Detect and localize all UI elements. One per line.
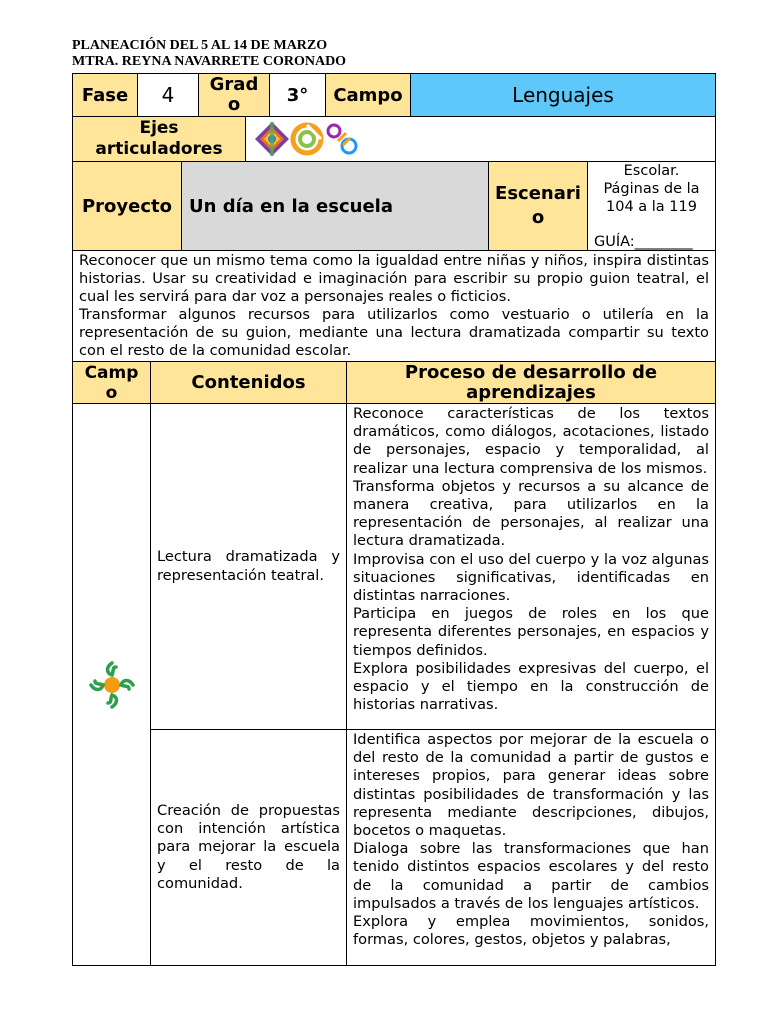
fase-value-cell	[137, 73, 199, 117]
proceso-cell-1	[346, 403, 716, 730]
proceso-text-2: Identifica aspectos por mejorar de la escuela o del resto de la comunidad a partir de gustos e intereses propios, para generar ideas sobre distintas posibilidades de transformación y las representa mediante descripciones, dibujos, bocetos o maquetas. Dialoga sobre las transformaciones que han tenido distintos espacios escolares y del resto de la comunidad a partir de cambios impulsados a través de los lenguajes artísticos. Explora y emplea movimientos, sonidos, formas, colores, gestos, objetos y palabras,	[353, 731, 709, 949]
links-ejes-icon	[324, 121, 360, 157]
objetivo-text: Reconocer que un mismo tema como la igualdad entre niñas y niños, inspira distintas historias. Usar su creatividad e imaginación para escribir su propio guion teatral, el cual les servirá para dar voz a personajes reales o ficticios. Transformar algunos recursos para utilizarlos como vestuario o utilería en la representación de su guion, mediante una lectura dramatizada compartir su texto con el resto de la comunidad escolar.	[79, 252, 709, 360]
campo-label-cell	[325, 73, 411, 117]
diamond-ejes-icon	[254, 121, 290, 157]
col-header-contenidos	[150, 361, 347, 404]
contenido-cell-1	[150, 403, 347, 730]
proyecto-value-cell	[181, 161, 489, 251]
campo-value-cell	[410, 73, 716, 117]
col-campo-label: Camp o	[84, 362, 139, 403]
campo-label: Campo	[333, 84, 403, 106]
col-header-campo	[72, 361, 151, 404]
escenario-label: Escenari o	[495, 183, 581, 228]
teacher-name: MTRA. REYNA NAVARRETE CORONADO	[72, 54, 347, 69]
col-header-proceso	[346, 361, 716, 404]
ejes-label-cell	[72, 116, 246, 162]
grado-value-cell	[269, 73, 326, 117]
col-proceso-label: Proceso de desarrollo de aprendizajes	[404, 361, 658, 403]
proyecto-label: Proyecto	[81, 195, 173, 217]
guia-label: GUÍA:________	[594, 234, 693, 250]
contenido-text-2: Creación de propuestas con intención artística para mejorar la escuela y el resto de la comunidad.	[157, 801, 340, 892]
escenario-label-cell	[488, 161, 588, 251]
col-contenidos-label: Contenidos	[191, 372, 306, 393]
proyecto-value: Un día en la escuela	[189, 195, 393, 217]
escenario-value-cell	[587, 161, 716, 251]
grado-label-cell	[198, 73, 270, 117]
fase-label: Fase	[81, 84, 129, 106]
campo-value: Lenguajes	[512, 83, 614, 107]
proceso-cell-2	[346, 729, 716, 966]
document-title: PLANEACIÓN DEL 5 AL 14 DE MARZO	[72, 38, 328, 53]
proyecto-label-cell	[72, 161, 182, 251]
escenario-value: Escolar. Páginas de la 104 a la 119	[603, 163, 700, 215]
proceso-text-1: Reconoce características de los textos dramáticos, como diálogos, acotaciones, listado de personajes, espacio y temporalidad, al realizar una lectura comprensiva de los mismos. Transforma objetos y recursos a su alcance de manera creativa, para utilizarlos en la representación de personajes, al realizar una lectura dramatizada. Improvisa con el uso del cuerpo y la voz algunas situaciones significativas, identificadas en distintas narraciones. Participa en juegos de roles en los que representa diferentes personajes, en espacios y tiempos definidos. Explora posibilidades expresivas del cuerpo, el espacio y el tiempo en la construcción de historias narrativas.	[353, 405, 709, 714]
fase-label-cell	[72, 73, 138, 117]
contenido-cell-2	[150, 729, 347, 966]
circle-ejes-icon	[290, 121, 324, 157]
fase-value: 4	[161, 83, 175, 107]
grado-value: 3°	[286, 84, 309, 106]
grado-label: Grad o	[209, 74, 259, 115]
campo-icon-cell	[72, 403, 151, 966]
ejes-icons-cell	[245, 116, 716, 162]
objetivo-cell	[72, 250, 716, 362]
ejes-label: Ejes articuladores	[95, 118, 223, 159]
contenido-text-1: Lectura dramatizada y representación teatral.	[157, 548, 340, 584]
lenguajes-flower-icon	[88, 659, 136, 711]
